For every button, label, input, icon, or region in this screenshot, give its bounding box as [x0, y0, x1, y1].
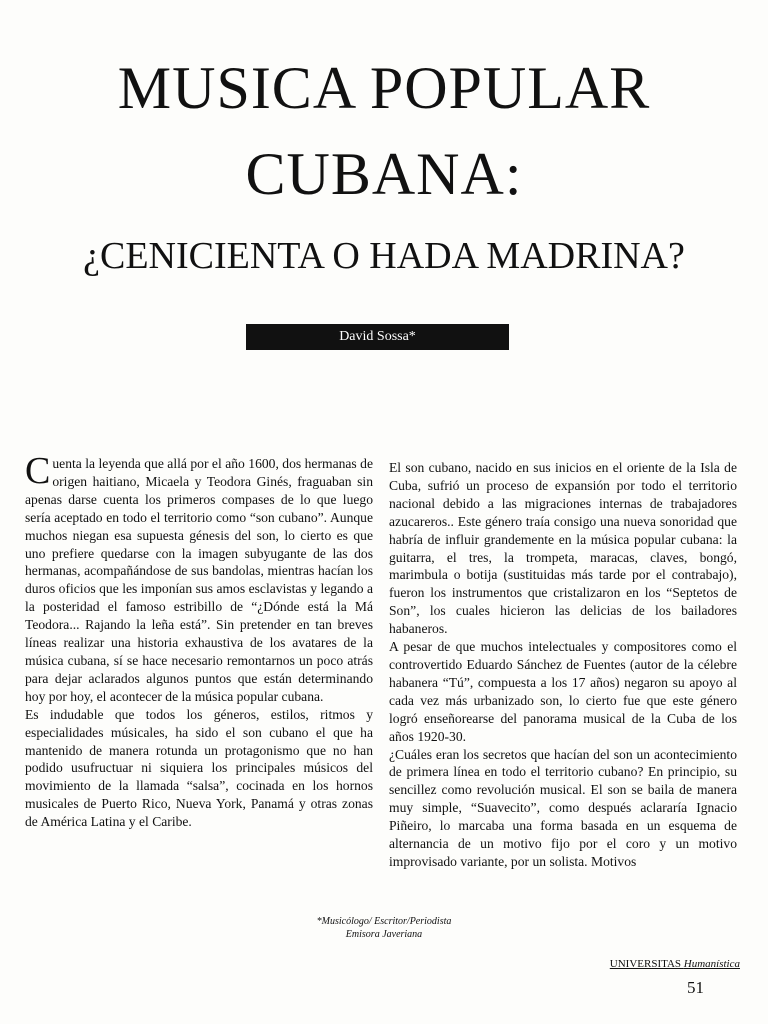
title-line-1: MUSICA POPULAR: [117, 55, 651, 121]
page-number: 51: [687, 978, 704, 997]
paragraph: El son cubano, nacido en sus inicios en el oriente de la Isla de Cuba, sufrió un proceso de expansión por todo el territorio nacional debido a las migraciones internas de trabajadores azucareros.. Este género traía consigo una nueva sonoridad que habría de influir grandemente en la música popular cubana: la guitarra, el tres, la trompeta, maracas, claves, bongó, marimbula o botija (sustituidas más tarde por el contrabajo), fueron los instrumentos que cristalizaron en los “Septetos de Son”, los cuales hicieron las delicias de los bailadores habaneros.: [389, 460, 737, 637]
paragraph-text: uenta la leyenda que allá por el año 1600, dos hermanas de origen haitiano, Micaela y Teodora Ginés, fraguaban sin apenas darse cuenta los primeros compases de lo que luego sería aceptado en todo el territorio como “son cubano”. Aunque muchos niegan esa supuesta génesis del son, lo cierto es que uno prefiere quedarse con la imagen subyugante de las dos hermanas, acompañándose de sus bandolas, mientras hacían los duros oficios que les imponían sus amos esclavistas y legando a la posteridad el famoso estribillo de “¿Dónde está la Má Teodora... Rajando la leña está”. Sin pretender en tan breves líneas realizar una historia exhaustiva de los avatares de la música cubana, sí se hace necesario remontarnos un poco atrás para dejar aclarados algunos puntos que están determinando hoy por hoy, el acontecer de la música popular cubana.: [25, 456, 373, 704]
drop-cap: C: [25, 450, 51, 492]
author-name: David Sossa*: [339, 329, 416, 344]
paragraph: Es indudable que todos los géneros, estilos, ritmos y especialidades músicales, ha sido el son cubano el que ha mantenido de manera rotunda un protagonismo que no han podido usufructuar ni siquiera los principales músicos del movimiento de la llamada “salsa”, cocinada en los hornos musicales de Puerto Rico, Nueva York, Panamá y otras zonas de América Latina y el Caribe.: [25, 706, 373, 830]
journal-name-main: UNIVERSITAS: [609, 958, 682, 970]
paragraph: [25, 450, 373, 706]
title-line-2: CUBANA:: [245, 141, 523, 207]
footnote: [0, 915, 768, 941]
author-bar: [246, 324, 509, 350]
journal-name: [610, 958, 740, 970]
paragraph: ¿Cuáles eran los secretos que hacían del son un acontecimiento de primera línea en todo el territorio cubano? En principio, su sencillez como revolución musical. El son se baila de manera muy simple, “Suavecito”, como después aclararía Ignacio Piñeiro, lo marcaba una forma basada en un esquema de alternancia de un motivo fijo por el coro y un motivo improvisado variante, por un solista. Motivos: [389, 746, 737, 869]
paragraph: A pesar de que muchos intelectuales y compositores como el controvertido Eduardo Sánchez de Fuentes (autor de la célebre habanera “Tú”, compuesta a los 17 años) negaron su apoyo al cada vez más urbanizado son, lo cierto fue que este género logró enseñorearse del panorama musical de la Cuba de los años 1920-30.: [389, 639, 737, 744]
footnote-line: *Musicólogo/ Escritor/Periodista: [316, 916, 452, 927]
journal-name-italic: Humanística: [683, 958, 740, 970]
subtitle: ¿CENICIENTA O HADA MADRINA?: [83, 235, 685, 277]
footnote-line: Emisora Javeriana: [345, 929, 423, 940]
right-column: [389, 459, 737, 871]
left-column: [25, 450, 373, 831]
